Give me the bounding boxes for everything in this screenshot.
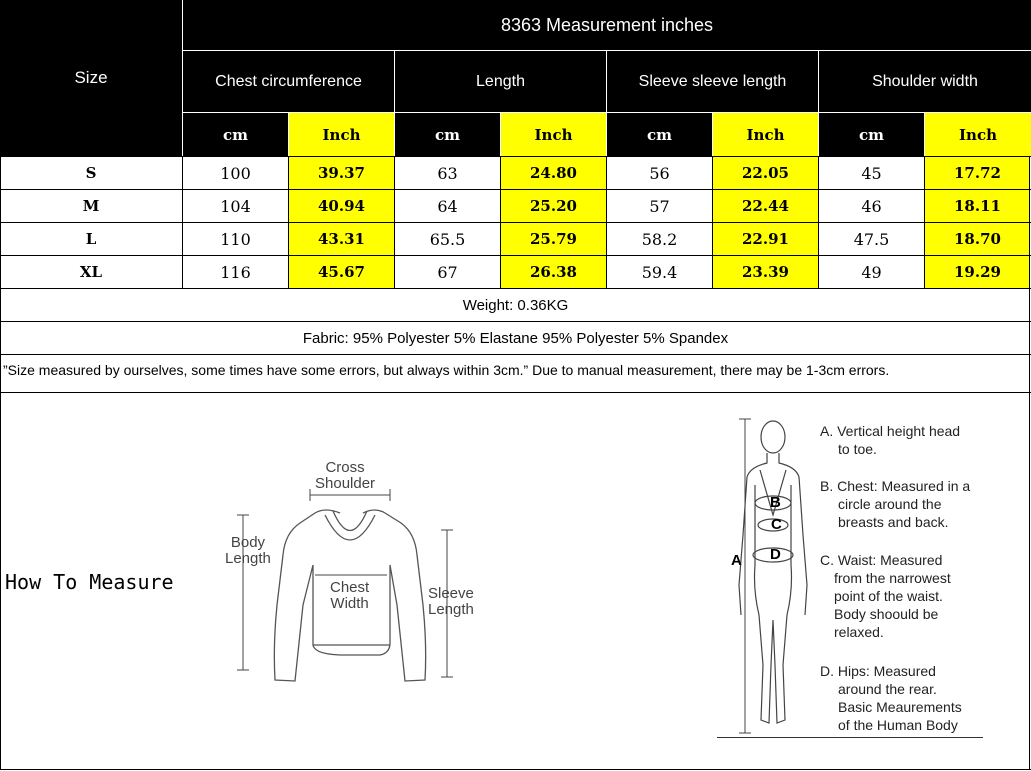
cross-shoulder-label: Cross Shoulder xyxy=(315,459,376,492)
description-b: B. Chest: Measured in a circle around the breasts and back. xyxy=(820,478,971,530)
inch-value-cell: 24.80 xyxy=(501,157,606,189)
body-length-label: Body Length xyxy=(225,534,271,567)
letter-d: D xyxy=(770,546,781,563)
cm-value-cell: 57 xyxy=(649,196,670,216)
size-cell: L xyxy=(85,230,97,248)
cm-value-cell: 67 xyxy=(437,262,458,282)
description-c: C. Waist: Measured from the narrowest point of the waist. Body shoould be relaxed. xyxy=(820,552,951,640)
size-cell: M xyxy=(82,197,100,215)
weight-note: Weight: 0.36KG xyxy=(462,296,569,314)
cm-value-cell: 56 xyxy=(649,163,670,183)
cm-value-cell: 63 xyxy=(437,163,458,183)
inch-value-cell: 25.79 xyxy=(501,223,606,255)
size-header: Size xyxy=(0,0,182,156)
group-length-header: Length xyxy=(395,51,606,112)
unit-cm: cm xyxy=(819,113,924,156)
human-body-diagram xyxy=(725,415,820,740)
disclaimer-note: ”Size measured by ourselves, some times have some errors, but always within 3cm.” Due to manual measurement, there may be 1-3cm errors. xyxy=(3,362,890,378)
cm-value-cell: 45 xyxy=(861,163,882,183)
fabric-note: Fabric: 95% Polyester 5% Elastane 95% Polyester 5% Spandex xyxy=(302,329,729,347)
cm-value-cell: 116 xyxy=(220,262,251,282)
unit-cm: cm xyxy=(183,113,288,156)
inch-value-cell: 19.29 xyxy=(925,256,1030,288)
letter-b: B xyxy=(770,494,781,511)
cm-value-cell: 58.2 xyxy=(641,229,678,249)
cm-value-cell: 65.5 xyxy=(429,229,466,249)
description-d: D. Hips: Measured around the rear. Basic Meaurements of the Human Body xyxy=(820,663,962,733)
unit-cm: cm xyxy=(395,113,500,156)
inch-value-cell: 40.94 xyxy=(289,190,394,222)
inch-value-cell: 39.37 xyxy=(289,157,394,189)
how-to-measure-title: How To Measure xyxy=(5,570,174,594)
cm-value-cell: 59.4 xyxy=(641,262,678,282)
inch-value-cell: 18.70 xyxy=(925,223,1030,255)
cm-value-cell: 104 xyxy=(220,196,251,216)
cm-value-cell: 100 xyxy=(220,163,251,183)
sleeve-length-label: Sleeve Length xyxy=(428,585,474,618)
size-cell: XL xyxy=(79,263,103,281)
inch-value-cell: 23.39 xyxy=(713,256,818,288)
cm-value-cell: 49 xyxy=(861,262,882,282)
group-shoulder-header: Shoulder width xyxy=(819,51,1031,112)
inch-value-cell: 22.91 xyxy=(713,223,818,255)
chart-title: 8363 Measurement inches xyxy=(183,0,1031,50)
cm-value-cell: 46 xyxy=(861,196,882,216)
unit-cm: cm xyxy=(607,113,712,156)
group-sleeve-header: Sleeve sleeve length xyxy=(607,51,818,112)
inch-value-cell: 18.11 xyxy=(925,190,1030,222)
inch-value-cell: 43.31 xyxy=(289,223,394,255)
inch-value-cell: 45.67 xyxy=(289,256,394,288)
unit-inch: Inch xyxy=(925,113,1031,156)
chest-width-label: Chest Width xyxy=(330,579,370,612)
unit-inch: Inch xyxy=(289,113,394,156)
group-chest-header: Chest circumference xyxy=(183,51,394,112)
cm-value-cell: 64 xyxy=(437,196,458,216)
inch-value-cell: 22.05 xyxy=(713,157,818,189)
inch-value-cell: 25.20 xyxy=(501,190,606,222)
inch-value-cell: 17.72 xyxy=(925,157,1030,189)
unit-inch: Inch xyxy=(501,113,606,156)
inch-value-cell: 22.44 xyxy=(713,190,818,222)
cm-value-cell: 110 xyxy=(220,229,251,249)
size-cell: S xyxy=(85,164,97,182)
unit-inch: Inch xyxy=(713,113,818,156)
description-a: A. Vertical height head to toe. xyxy=(820,423,961,457)
letter-a: A xyxy=(731,552,742,569)
cm-value-cell: 47.5 xyxy=(853,229,890,249)
inch-value-cell: 26.38 xyxy=(501,256,606,288)
letter-c: C xyxy=(771,516,782,533)
